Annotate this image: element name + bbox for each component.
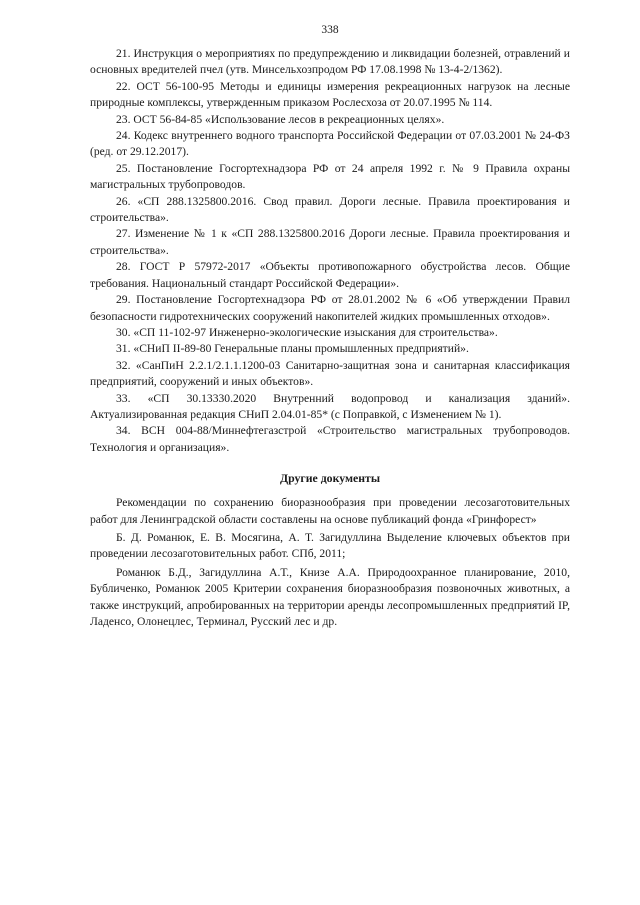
list-item: 30. «СП 11-102-97 Инженерно-экологические изыскания для строительства». — [116, 325, 498, 339]
list-item: 33. «СП 30.13330.2020 Внутренний водопровод и канализация зданий». Актуализированная редакция СНиП 2.04.01-85* (с Поправкой, с Изменением № 1). — [90, 391, 570, 421]
list-item: 24. Кодекс внутреннего водного транспорта Российской Федерации от 07.03.2001 № 24-ФЗ (ред. от 29.12.2017). — [90, 129, 570, 159]
paragraph: Б. Д. Романюк, Е. В. Мосягина, А. Т. Загидуллина Выделение ключевых объектов при проведении лесозаготовительных работ. СПб, 2011; — [90, 530, 570, 561]
other-documents-section — [90, 470, 570, 630]
list-item: 23. ОСТ 56-84-85 «Использование лесов в рекреационных целях». — [116, 112, 445, 126]
list-item: 34. ВСН 004-88/Миннефтегазстрой «Строительство магистральных трубопроводов. Технология и организация». — [90, 424, 570, 454]
list-item: 28. ГОСТ Р 57972-2017 «Объекты противопожарного обустройства лесов. Общие требования. Национальный стандарт Российской Федерации». — [90, 260, 570, 290]
list-item: 29. Постановление Госгортехнадзора РФ от 28.01.2002 № 6 «Об утверждении Правил безопасности гидротехнических сооружений накопителей жидких промышленных отходов». — [90, 293, 570, 323]
list-item: 22. ОСТ 56-100-95 Методы и единицы измерения рекреационных нагрузок на лесные природные комплексы, утвержденным приказом Рослесхоза от 20.07.1995 № 114. — [90, 79, 570, 110]
list-item: 25. Постановление Госгортехнадзора РФ от 24 апреля 1992 г. № 9 Правила охраны магистральных трубопроводов. — [90, 161, 570, 192]
list-item: 31. «СНиП II-89-80 Генеральные планы промышленных предприятий». — [116, 342, 469, 356]
paragraph: Рекомендации по сохранению биоразнообразия при проведении лесозаготовительных работ для Ленинградской области составлены на основе публикаций фонда «Гринфорест» — [90, 496, 570, 526]
list-item: 27. Изменение № 1 к «СП 288.1325800.2016 Дороги лесные. Правила проектирования и строительства». — [90, 227, 570, 257]
list-item: 21. Инструкция о мероприятиях по предупреждению и ликвидации болезней, отравлений и основных вредителей пчел (утв. Минсельхозпродом РФ 17.08.1998 № 13-4-2/1362). — [90, 47, 570, 77]
list-item: 26. «СП 288.1325800.2016. Свод правил. Дороги лесные. Правила проектирования и строительства». — [90, 194, 570, 225]
page-number: 338 — [321, 24, 339, 36]
list-item: 32. «СанПиН 2.2.1/2.1.1.1200-03 Санитарно-защитная зона и санитарная классификация предприятий, сооружений и иных объектов». — [90, 358, 570, 389]
reference-list — [90, 46, 570, 456]
paragraph: Романюк Б.Д., Загидуллина А.Т., Книзе А.А. Природоохранное планирование, 2010, Бубличенко, Романюк 2005 Критерии сохранения биоразнообразия позвоночных животных, а также инструкций, апробированных на территории аренды лесопромышленных предприятий IP, Ладенсо, Олонецлес, Терминал, Русский лес и др. — [90, 565, 570, 628]
document-page — [90, 22, 570, 632]
section-heading: Другие документы — [279, 471, 381, 486]
